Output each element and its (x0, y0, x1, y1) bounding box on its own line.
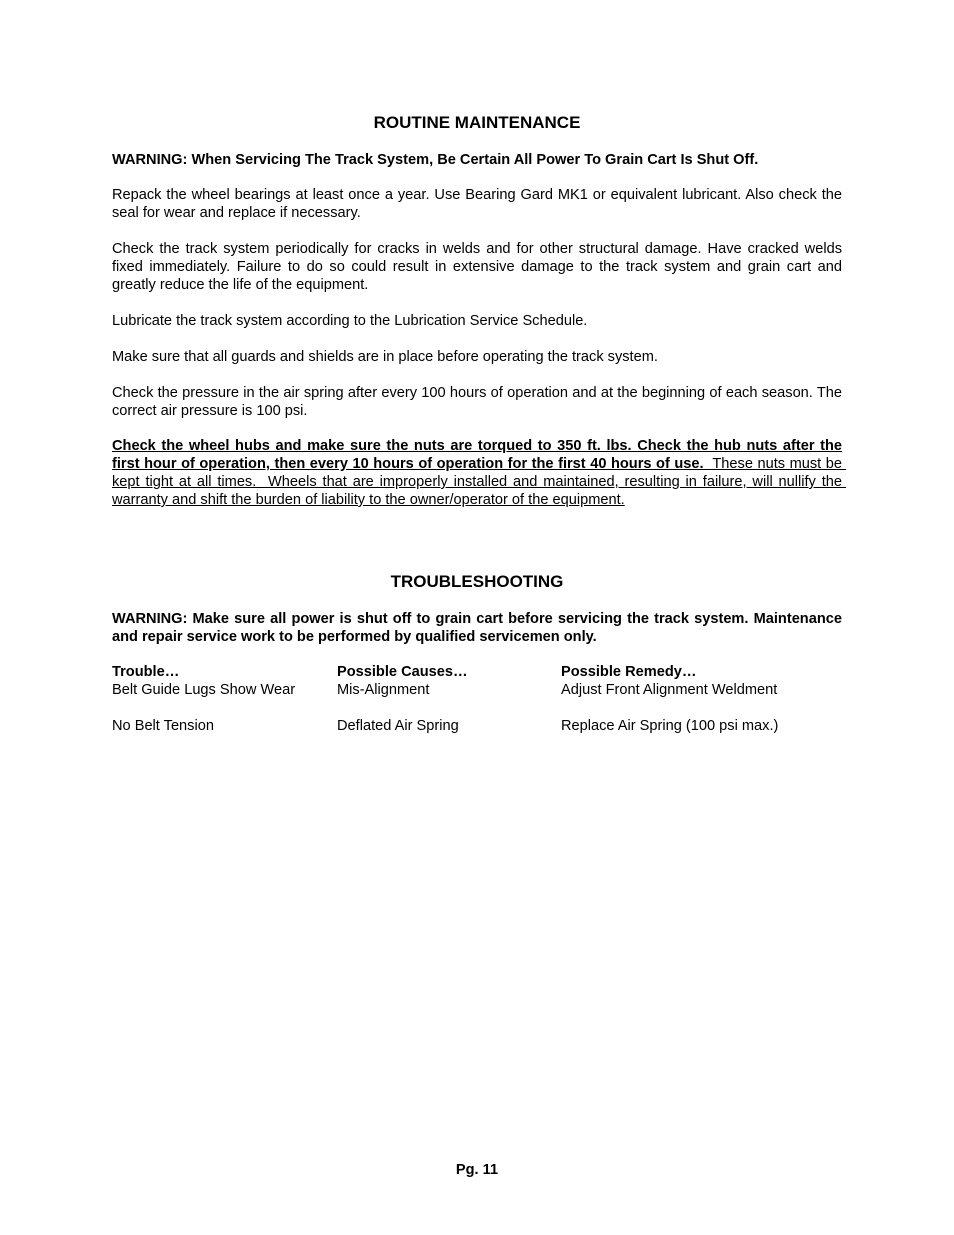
troubleshooting-heading: TROUBLESHOOTING (390, 572, 564, 591)
table-row (112, 717, 842, 735)
routine-paragraph-cracks: Check the track system periodically for cracks in welds and for other structural damage. Have cracked welds fixed immediately. Failure to do so could result in extensive damage to the track system and grain cart and greatly reduce the life of the equipment. (112, 241, 842, 293)
table-header-row (112, 663, 842, 681)
table-cell-cause: Deflated Air Spring (337, 718, 459, 734)
column-header-remedy: Possible Remedy… (561, 664, 697, 680)
page-number: Pg. 11 (455, 1162, 499, 1178)
routine-paragraph-wheel-hubs (112, 437, 847, 509)
table-cell-trouble: Belt Guide Lugs Show Wear (112, 682, 296, 698)
routine-paragraph-lubricate: Lubricate the track system according to the Lubrication Service Schedule. (112, 313, 588, 329)
troubleshooting-warning: WARNING: Make sure all power is shut off to grain cart before servicing the track system. Maintenance and repair service work to be performed by qualified servicemen only. (112, 611, 842, 645)
routine-warning: WARNING: When Servicing The Track System, Be Certain All Power To Grain Cart Is Shut Off. (112, 152, 759, 168)
routine-paragraph-guards: Make sure that all guards and shields are in place before operating the track system. (112, 349, 658, 365)
table-cell-remedy: Adjust Front Alignment Weldment (561, 682, 778, 698)
wheel-hubs-bold-text: Check the wheel hubs and make sure the nuts are torqued to 350 ft. lbs. Check the hub nuts after the first hour of operation, then every 10 hours of operation for the first 40 hours of use. (112, 438, 842, 472)
column-header-causes: Possible Causes… (337, 664, 468, 680)
routine-paragraph-air-spring: Check the pressure in the air spring after every 100 hours of operation and at the beginning of each season. The correct air pressure is 100 psi. (112, 385, 842, 419)
troubleshooting-table (112, 663, 842, 735)
routine-maintenance-heading: ROUTINE MAINTENANCE (373, 113, 581, 132)
table-row (112, 681, 842, 699)
routine-paragraph-bearings: Repack the wheel bearings at least once a year. Use Bearing Gard MK1 or equivalent lubricant. Also check the seal for wear and replace if necessary. (112, 187, 842, 221)
table-cell-trouble: No Belt Tension (112, 718, 214, 734)
table-cell-cause: Mis-Alignment (337, 682, 430, 698)
column-header-trouble: Trouble… (112, 664, 180, 680)
wheel-hubs-rest-text: These nuts must be kept tight at all times. Wheels that are improperly installed and maintained, resulting in failure, will nullify the warranty and shift the burden of liability to the owner/operator of the equipment. (112, 456, 847, 508)
table-cell-remedy: Replace Air Spring (100 psi max.) (561, 718, 779, 734)
